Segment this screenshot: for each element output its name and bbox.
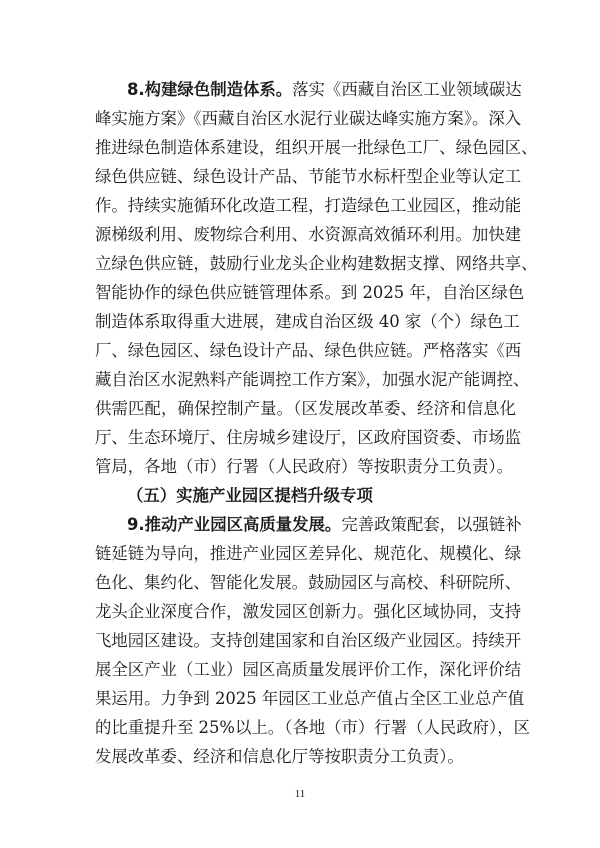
section-8-first-line — [127, 78, 522, 102]
section-8-line: 厂、绿色园区、绿色设计产品、绿色供应链。严格落实《西 — [95, 341, 522, 360]
section-9-first-line — [127, 513, 522, 537]
section-8-line: 厅、生态环境厅、住房城乡建设厅，区政府国资委、市场监 — [95, 428, 522, 447]
section-9-line: 发展改革委、经济和信息化厅等按职责分工负责）。 — [95, 747, 464, 766]
section-9-line: 展全区产业（工业）园区高质量发展评价工作，深化评价结 — [95, 660, 522, 679]
section-8-line: 藏自治区水泥熟料产能调控工作方案》，加强水泥产能调控、 — [95, 370, 530, 389]
section-9-line: 飞地园区建设。支持创建国家和自治区级产业园区。持续开 — [95, 631, 522, 650]
section-8-heading: 8.构建绿色制造体系。 — [127, 80, 293, 99]
section-8-line: 制造体系取得重大进展，建成自治区级 40 家（个）绿色工 — [95, 312, 520, 331]
section-8-line: 绿色供应链、绿色设计产品、节能节水标杆型企业等认定工 — [95, 167, 522, 186]
section-8-first-line-text: 落实《西藏自治区工业领域碳达 — [292, 80, 522, 99]
section-8-line: 源梯级利用、废物综合利用、水资源高效循环利用。加快建 — [95, 225, 522, 244]
section-8-line: 作。持续实施循环化改造工程，打造绿色工业园区，推动能 — [95, 196, 522, 215]
section-5-heading: （五）实施产业园区提档升级专项 — [127, 486, 373, 505]
section-9-heading: 9.推动产业园区高质量发展。 — [127, 515, 342, 534]
section-8-line: 管局，各地（市）行署（人民政府）等按职责分工负责）。 — [95, 457, 513, 476]
section-9-first-line-text: 完善政策配套，以强链补 — [341, 515, 522, 534]
section-9-line: 的比重提升至 25%以上。（各地（市）行署（人民政府），区 — [95, 718, 531, 737]
section-9-line: 龙头企业深度合作，激发园区创新力。强化区域协同，支持 — [95, 602, 522, 621]
section-8-line: 智能协作的绿色供应链管理体系。到 2025 年，自治区绿色 — [95, 283, 525, 302]
section-8-line: 峰实施方案》《西藏自治区水泥行业碳达峰实施方案》。深入 — [95, 109, 522, 128]
section-9-line: 色化、集约化、智能化发展。鼓励园区与高校、科研院所、 — [95, 573, 522, 592]
section-9-line: 果运用。力争到 2025 年园区工业总产值占全区工业总产值 — [95, 689, 525, 708]
section-8-line: 供需匹配，确保控制产量。（区发展改革委、经济和信息化 — [95, 399, 516, 418]
section-8-line: 立绿色供应链，鼓励行业龙头企业构建数据支撑、网络共享、 — [95, 254, 538, 273]
page-number: 11 — [294, 788, 306, 800]
section-9-line: 链延链为导向，推进产业园区差异化、规范化、规模化、绿 — [95, 544, 522, 563]
section-8-line: 推进绿色制造体系建设，组织开展一批绿色工厂、绿色园区、 — [95, 138, 538, 157]
